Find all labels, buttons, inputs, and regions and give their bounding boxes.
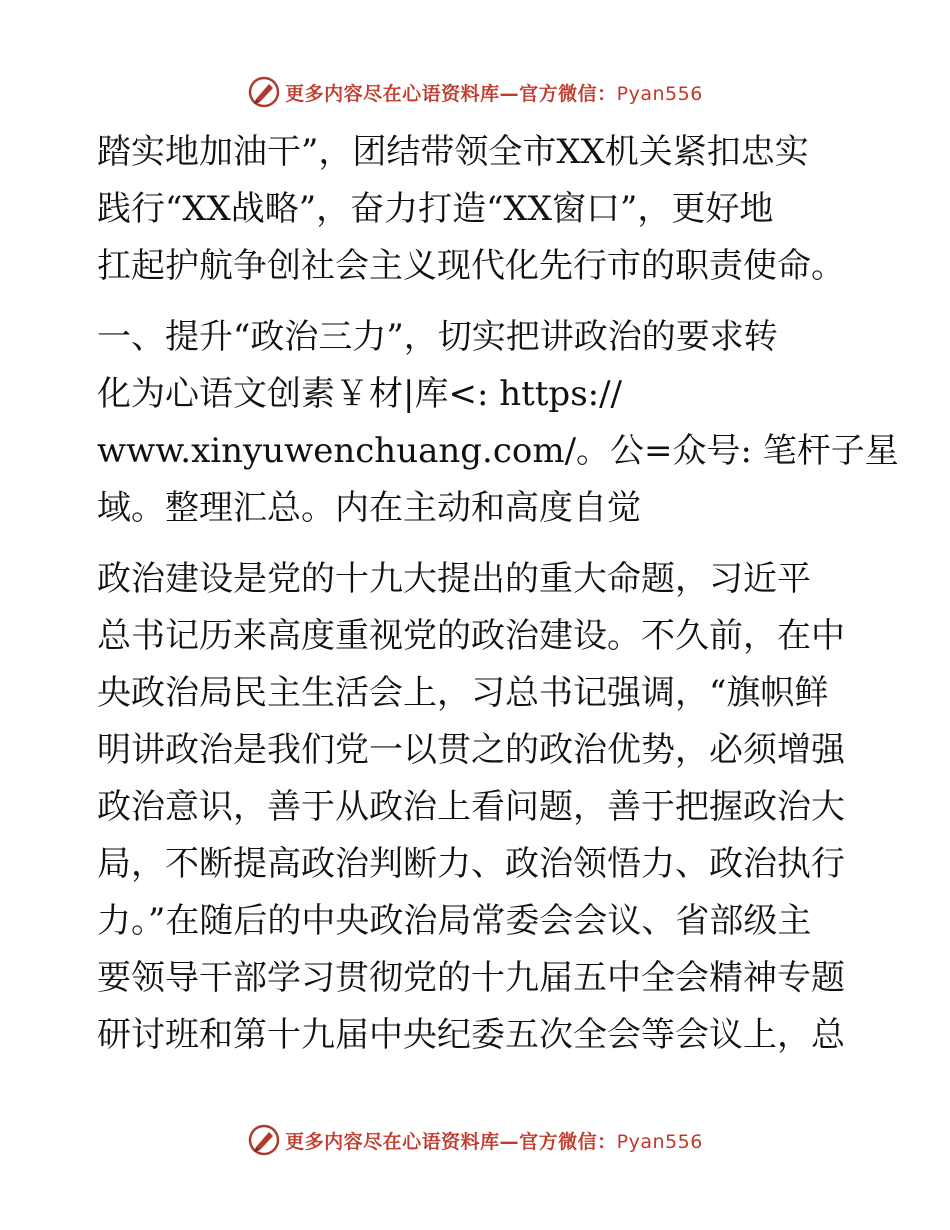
text-line: 央政治局民主生活会上，习总书记强调，“旗帜鲜 xyxy=(97,673,829,713)
header-banner xyxy=(0,72,950,112)
text-line: 要领导干部学习贯彻党的十九届五中全会精神专题 xyxy=(97,958,845,998)
paragraph-political-building xyxy=(97,551,857,1064)
pen-logo-icon xyxy=(247,1123,281,1157)
text-line: 总书记历来高度重视党的政治建设。不久前，在中 xyxy=(97,616,845,656)
banner-text: 更多内容尽在心语资料库—官方微信：Pyan556 xyxy=(285,82,703,105)
text-line: 局，不断提高政治判断力、政治领悟力、政治执行 xyxy=(97,844,845,884)
banner-text: 更多内容尽在心语资料库—官方微信：Pyan556 xyxy=(285,1130,703,1153)
text-line: 扛起护航争创社会主义现代化先行市的职责使命。 xyxy=(97,246,845,286)
text-line: 政治意识，善于从政治上看问题，善于把握政治大 xyxy=(97,787,845,827)
text-line: 化为心语文创素￥材|库<: https:// xyxy=(97,374,623,414)
pen-logo-icon xyxy=(247,75,281,109)
section-heading-1 xyxy=(97,309,899,537)
text-line: 一、提升“政治三力”，切实把讲政治的要求转 xyxy=(97,317,778,357)
document-body xyxy=(97,124,899,1064)
text-line: 明讲政治是我们党一以贯之的政治优势，必须增强 xyxy=(97,730,845,770)
footer-banner xyxy=(0,1120,950,1160)
text-line: 政治建设是党的十九大提出的重大命题，习近平 xyxy=(97,559,811,599)
text-line: 研讨班和第十九届中央纪委五次全会等会议上，总 xyxy=(97,1015,845,1055)
text-line: www.xinyuwenchuang.com/。公=众号: 笔杆子星 xyxy=(97,431,899,471)
text-line: 踏实地加油干”，团结带领全市XX机关紧扣忠实 xyxy=(97,132,809,172)
paragraph-intro-continuation xyxy=(97,124,857,295)
text-line: 域。整理汇总。内在主动和高度自觉 xyxy=(97,488,641,528)
text-line: 践行“XX战略”，奋力打造“XX窗口”，更好地 xyxy=(97,189,774,229)
text-line: 力。”在随后的中央政治局常委会会议、省部级主 xyxy=(97,901,812,941)
